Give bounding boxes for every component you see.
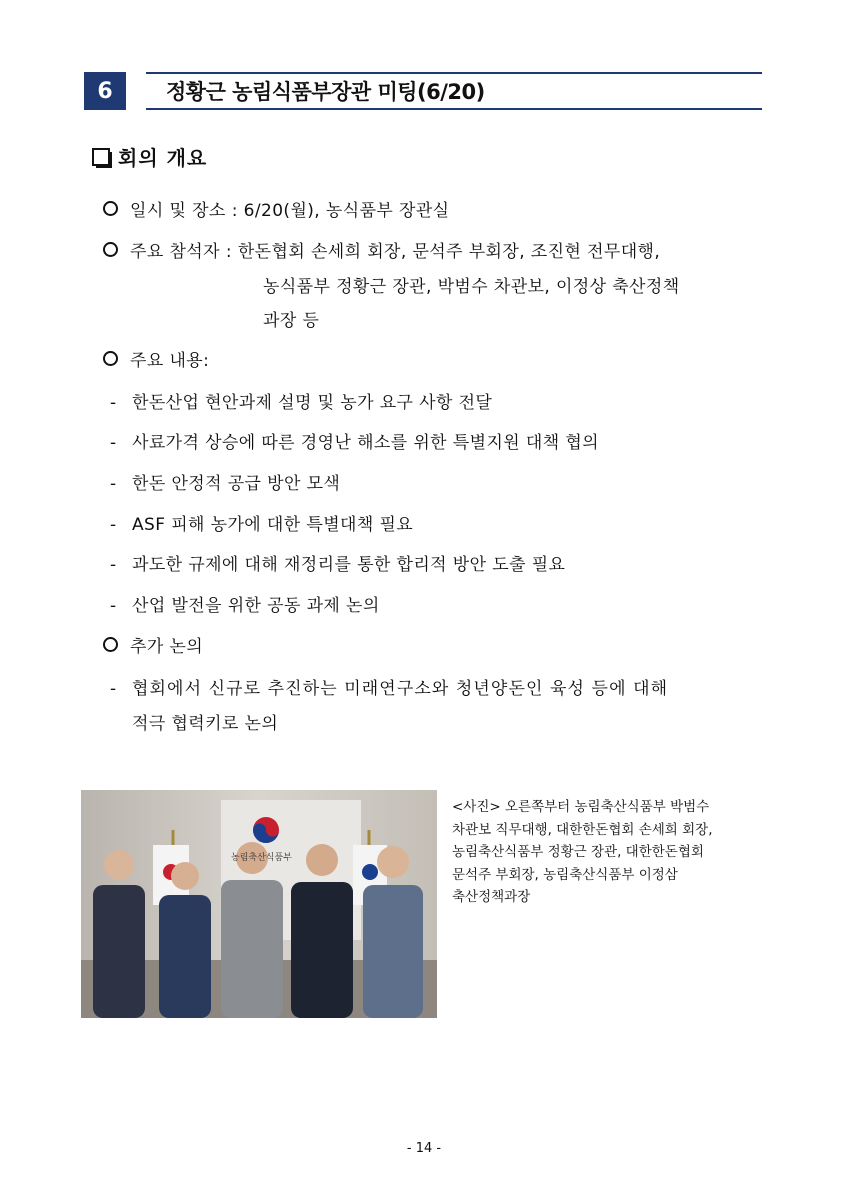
content-item-text: 사료가격 상승에 따른 경영난 해소를 위한 특별지원 대책 협의 bbox=[132, 433, 599, 453]
section-title-bar bbox=[146, 72, 762, 110]
content-item bbox=[110, 510, 413, 535]
attendees-row bbox=[103, 237, 660, 262]
section-title: 정황근 농림식품부장관 미팅(6/20) bbox=[166, 80, 485, 104]
content-item bbox=[110, 428, 599, 453]
attendees-label: 주요 참석자 bbox=[130, 242, 220, 262]
content-row bbox=[103, 346, 209, 371]
section-number: 6 bbox=[84, 72, 126, 110]
additional-label: 추가 논의 bbox=[130, 637, 204, 657]
dash-bullet: - bbox=[110, 474, 117, 494]
overview-heading bbox=[92, 142, 207, 171]
dash-bullet: - bbox=[110, 515, 117, 535]
dash-bullet: - bbox=[110, 596, 117, 616]
attendees-line-2: 농식품부 정황근 장관, 박범수 차관보, 이정상 축산정책 bbox=[263, 277, 680, 297]
content-item-text: 한돈 안정적 공급 방안 모색 bbox=[132, 474, 341, 494]
circle-bullet-icon bbox=[103, 242, 118, 257]
caption-line: 농림축산식품부 정황근 장관, 대한한돈협회 bbox=[452, 844, 704, 860]
caption-line: <사진> 오른쪽부터 농림축산식품부 박범수 bbox=[452, 799, 710, 815]
content-item-text: 과도한 규제에 대해 재정리를 통한 합리적 방안 도출 필요 bbox=[132, 555, 566, 575]
caption-line: 차관보 직무대행, 대한한돈협회 손세희 회장, bbox=[452, 821, 713, 838]
content-item-text: ASF 피해 농가에 대한 특별대책 필요 bbox=[132, 515, 414, 535]
caption-line: 문석주 부회장, 농림축산식품부 이정삼 bbox=[452, 866, 678, 883]
circle-bullet-icon bbox=[103, 637, 118, 652]
additional-line-1: 협회에서 신규로 추진하는 미래연구소와 청년양돈인 육성 등에 대해 bbox=[132, 679, 669, 699]
content-item-text: 산업 발전을 위한 공동 과제 논의 bbox=[132, 596, 380, 616]
photo-caption bbox=[452, 796, 772, 909]
meeting-photo-illustration bbox=[81, 790, 437, 1018]
additional-row bbox=[103, 632, 203, 657]
circle-bullet-icon bbox=[103, 351, 118, 366]
additional-line-2: 적극 협력키로 논의 bbox=[132, 714, 279, 734]
meeting-photo bbox=[81, 790, 437, 1018]
dash-bullet: - bbox=[110, 433, 117, 453]
caption-line: 축산정책과장 bbox=[452, 889, 531, 905]
attendees-line-1: : 한돈협회 손세희 회장, 문석주 부회장, 조진현 전무대행, bbox=[225, 242, 661, 262]
photo-backdrop-text: 농림축산식품부 bbox=[231, 853, 292, 863]
dash-bullet: - bbox=[110, 679, 117, 699]
dash-bullet: - bbox=[110, 393, 117, 413]
datetime-value: : 6/20(월), 농식품부 장관실 bbox=[231, 201, 450, 221]
overview-heading-text: 회의 개요 bbox=[118, 146, 208, 170]
checkbox-bullet-icon bbox=[92, 148, 110, 166]
content-item bbox=[110, 388, 492, 413]
content-item-text: 한돈산업 현안과제 설명 및 농가 요구 사항 전달 bbox=[132, 393, 493, 413]
datetime-label: 일시 및 장소 bbox=[130, 201, 226, 221]
circle-bullet-icon bbox=[103, 201, 118, 216]
datetime-row bbox=[103, 196, 449, 221]
content-label: 주요 내용: bbox=[130, 351, 210, 371]
content-item bbox=[110, 591, 380, 616]
attendees-line-3: 과장 등 bbox=[263, 311, 320, 331]
content-item bbox=[110, 469, 340, 494]
page-number: - 14 - bbox=[406, 1141, 442, 1156]
dash-bullet: - bbox=[110, 555, 117, 575]
content-item bbox=[110, 550, 565, 575]
additional-item bbox=[110, 674, 668, 699]
